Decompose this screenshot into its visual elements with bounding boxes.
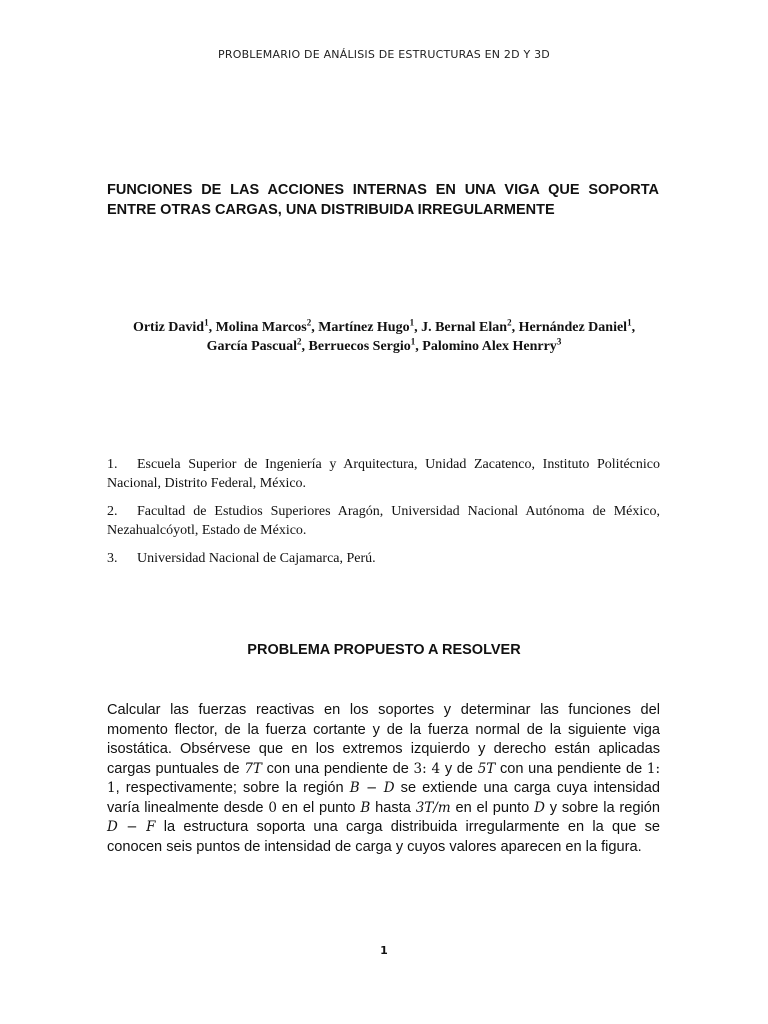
affiliation-number: 2. — [107, 504, 118, 519]
affiliation-list — [107, 456, 660, 579]
author — [132, 317, 209, 335]
problem-text: y de — [440, 760, 478, 777]
affiliation-text: Facultad de Estudios Superiores Aragón, Universidad Nacional Autónoma de México, Nezahualcóyotl, Estado de México. — [107, 504, 660, 538]
math-force-right: 5T — [477, 760, 496, 777]
affiliation-text: Universidad Nacional de Cajamarca, Perú. — [137, 551, 376, 566]
problem-text: con una pendiente de — [261, 760, 414, 777]
author — [422, 336, 562, 354]
math-region-bd: B − D — [349, 780, 395, 796]
author-name: Martínez Hugo — [318, 320, 410, 335]
author — [421, 317, 512, 335]
title-line-1: FUNCIONES DE LAS ACCIONES INTERNAS EN UNA VIGA QUE SOPORTA — [107, 182, 659, 198]
affiliation-text: Escuela Superior de Ingeniería y Arquitectura, Unidad Zacatenco, Instituto Politécnico Nacional, Distrito Federal, México. — [107, 457, 660, 491]
problem-text: la estructura soporta una carga distribuida irregularmente en la que se conocen seis puntos de intensidad de carga y cuyos valores aparecen en la figura. — [107, 819, 660, 855]
section-heading: PROBLEMA PROPUESTO A RESOLVER — [247, 642, 521, 658]
author-name: García Pascual — [206, 339, 298, 354]
problem-text: se extiende una carga cuya intensidad varía linealmente desde — [107, 780, 661, 816]
author-affiliation-marker: 1 — [204, 317, 209, 328]
affiliation-item — [107, 456, 660, 493]
author — [206, 336, 302, 354]
problem-text: hasta — [370, 799, 416, 816]
author-affiliation-marker: 1 — [409, 317, 415, 328]
paper-title — [107, 180, 659, 220]
affiliation-item — [107, 503, 660, 540]
author-affiliation-marker: 3 — [556, 336, 562, 347]
problem-statement — [107, 701, 660, 857]
affiliation-item — [107, 550, 660, 569]
author-affiliation-marker: 1 — [410, 336, 416, 347]
math-zero: 0 — [268, 799, 277, 816]
title-line-2: ENTRE OTRAS CARGAS, UNA DISTRIBUIDA IRREGULARMENTE — [107, 202, 555, 218]
affiliation-number: 1. — [107, 457, 118, 472]
author-name: Ortiz David — [132, 320, 205, 335]
author — [215, 317, 312, 335]
author-name: Hernández Daniel — [518, 320, 628, 335]
author — [308, 336, 416, 354]
math-force-left: 7T — [244, 760, 262, 777]
math-slope-right: 1: 1 — [107, 760, 661, 796]
author-name: Palomino Alex Henrry — [422, 339, 557, 354]
author-affiliation-marker: 2 — [297, 336, 302, 347]
affiliation-number: 3. — [107, 551, 118, 566]
author-name: Berruecos Sergio — [308, 339, 411, 354]
problem-text: con una pendiente de — [495, 760, 647, 777]
author-affiliation-marker: 1 — [627, 317, 632, 328]
author-list: Ortiz David$^1$, Molina Marcos$^2$, Martínez Hugo$^1$, J. Bernal Elan$^2$, Hernández Daniel$^1$, García Pascual$^2$, Berruecos Sergio$^1$, Palomino Alex Henrry$^3$ — [132, 317, 636, 354]
math-slope-left: 3: 4 — [413, 760, 441, 777]
problem-text: Calcular las fuerzas reactivas en los soportes y determinar las funciones del momento flector, de la fuerza cortante y de la fuerza normal de la siguiente viga isostática. Obsérvese que en los extremos izquierdo y derecho están aplicadas cargas puntuales de — [107, 702, 660, 777]
problem-text: en el punto — [450, 799, 535, 816]
math-point-d: D — [534, 799, 545, 816]
running-header: PROBLEMARIO DE ANÁLISIS DE ESTRUCTURAS EN 2D Y 3D — [218, 48, 550, 61]
author — [518, 317, 632, 335]
problem-text: y sobre la región — [544, 799, 660, 816]
author-affiliation-marker: 2 — [507, 317, 512, 328]
author-affiliation-marker: 2 — [306, 317, 312, 328]
author — [318, 317, 415, 335]
problem-text: en el punto — [276, 799, 361, 816]
math-region-df: D − F — [107, 819, 156, 835]
page-number: 1 — [380, 944, 388, 957]
math-intensity: 3T/m — [415, 799, 451, 816]
math-point-b: B — [360, 799, 371, 816]
problem-text: , respectivamente; sobre la región — [115, 780, 350, 796]
author-name: J. Bernal Elan — [421, 320, 508, 335]
author-name: Molina Marcos — [215, 320, 307, 335]
